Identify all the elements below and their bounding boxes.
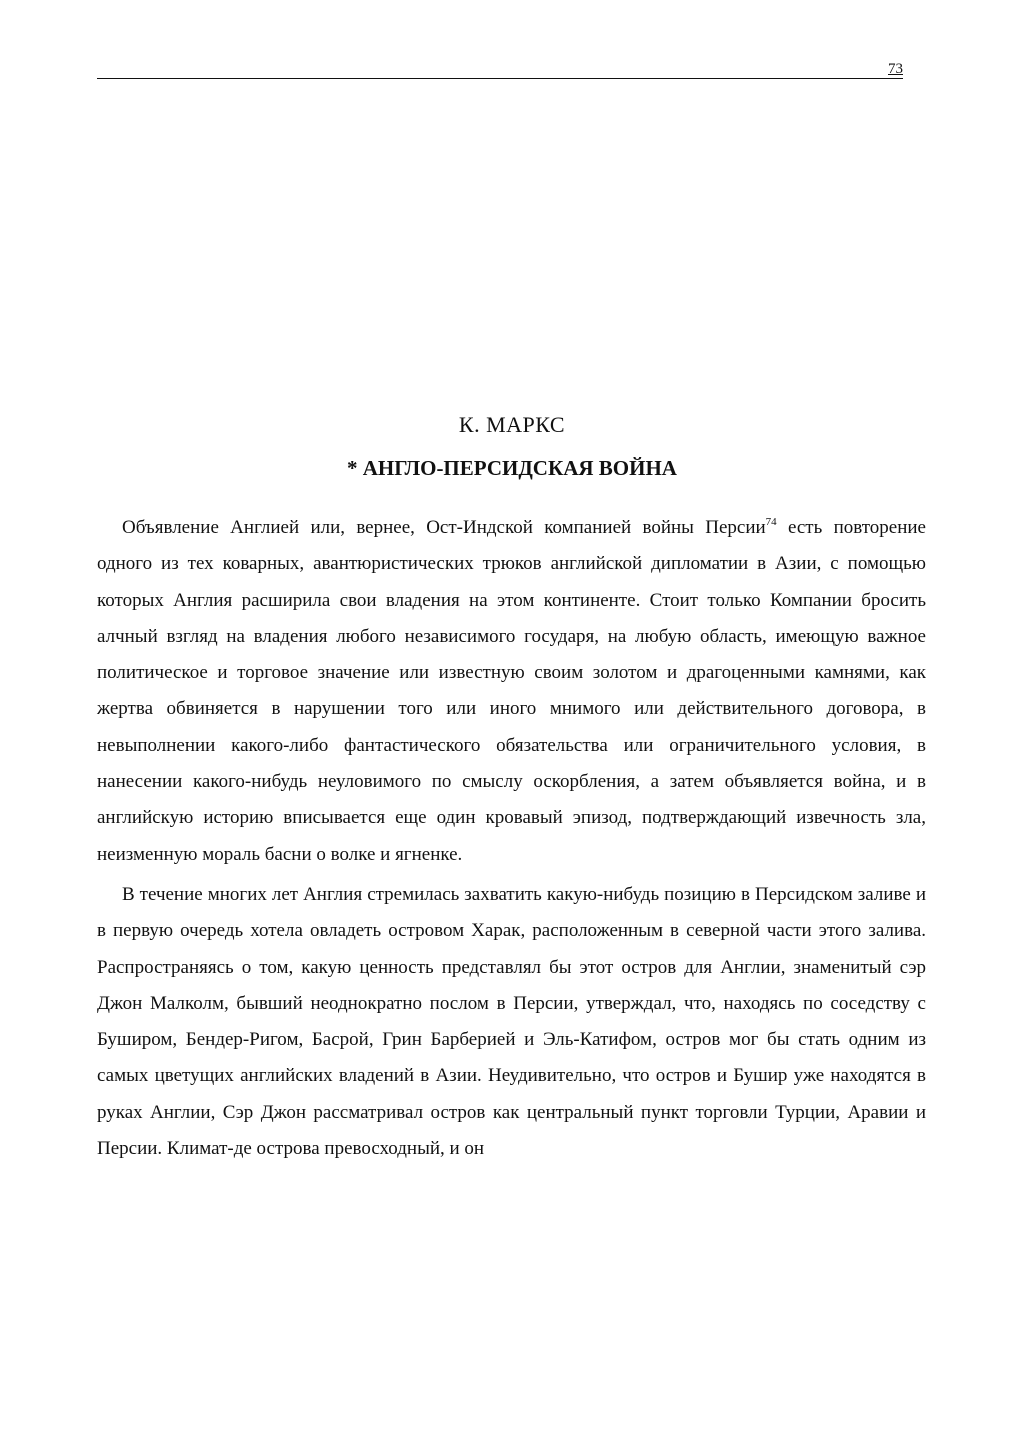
footnote-ref-74: 74 [765, 516, 777, 528]
article-body [97, 510, 926, 1167]
article-title: * АНГЛО-ПЕРСИДСКАЯ ВОЙНА [347, 456, 677, 480]
paragraph-2: В течение многих лет Англия стремилась захватить какую-нибудь позицию в Персидском заливе и в первую очередь хотела овладеть островом Харак, расположенным в северной части этого залива. Распространяясь о том, какую ценность представлял бы этот остров для Англии, знаменитый сэр Джон Малколм, бывший неоднократно послом в Персии, утверждал, что, находясь по соседству с Буширом, Бендер-Ригом, Басрой, Грин Барберией и Эль-Катифом, остров мог бы стать одним из самых цветущих английских владений в Азии. Неудивительно, что остров и Бушир уже находятся в руках Англии, Сэр Джон рассматривал остров как центральный пункт торговли Турции, Аравии и Персии. Климат-де острова превосходный, и он [97, 883, 926, 1160]
paragraph-1 [97, 510, 926, 873]
article-author: К. МАРКС [458, 412, 566, 437]
paragraph-1-start: Объявление Англией или, вернее, Ост-Индской компанией войны Персии [122, 517, 766, 538]
paragraph-1-rest: есть повторение одного из тех коварных, авантюристических трюков английской дипломатии в Азии, с помощью которых Англия расширила свои владения на этом континенте. Стоит только Компании бросить алчный взгляд на владения любого независимого государя, на любую область, имеющую важное политическое и торговое значение или известную своим золотом и драгоценными камнями, как жертва обвиняется в нарушении того или иного мнимого или действительного договора, в невыполнении какого-либо фантастического обязательства или ограничительного условия, в нанесении какого-нибудь неуловимого по смыслу оскорбления, а затем объявляется война, и в английскую историю вписывается еще один кровавый эпизод, подтверждающий извечность зла, неизменную мораль басни о волке и ягненке. [97, 517, 926, 865]
page-number: 73 [888, 61, 903, 77]
page-header [97, 60, 903, 79]
